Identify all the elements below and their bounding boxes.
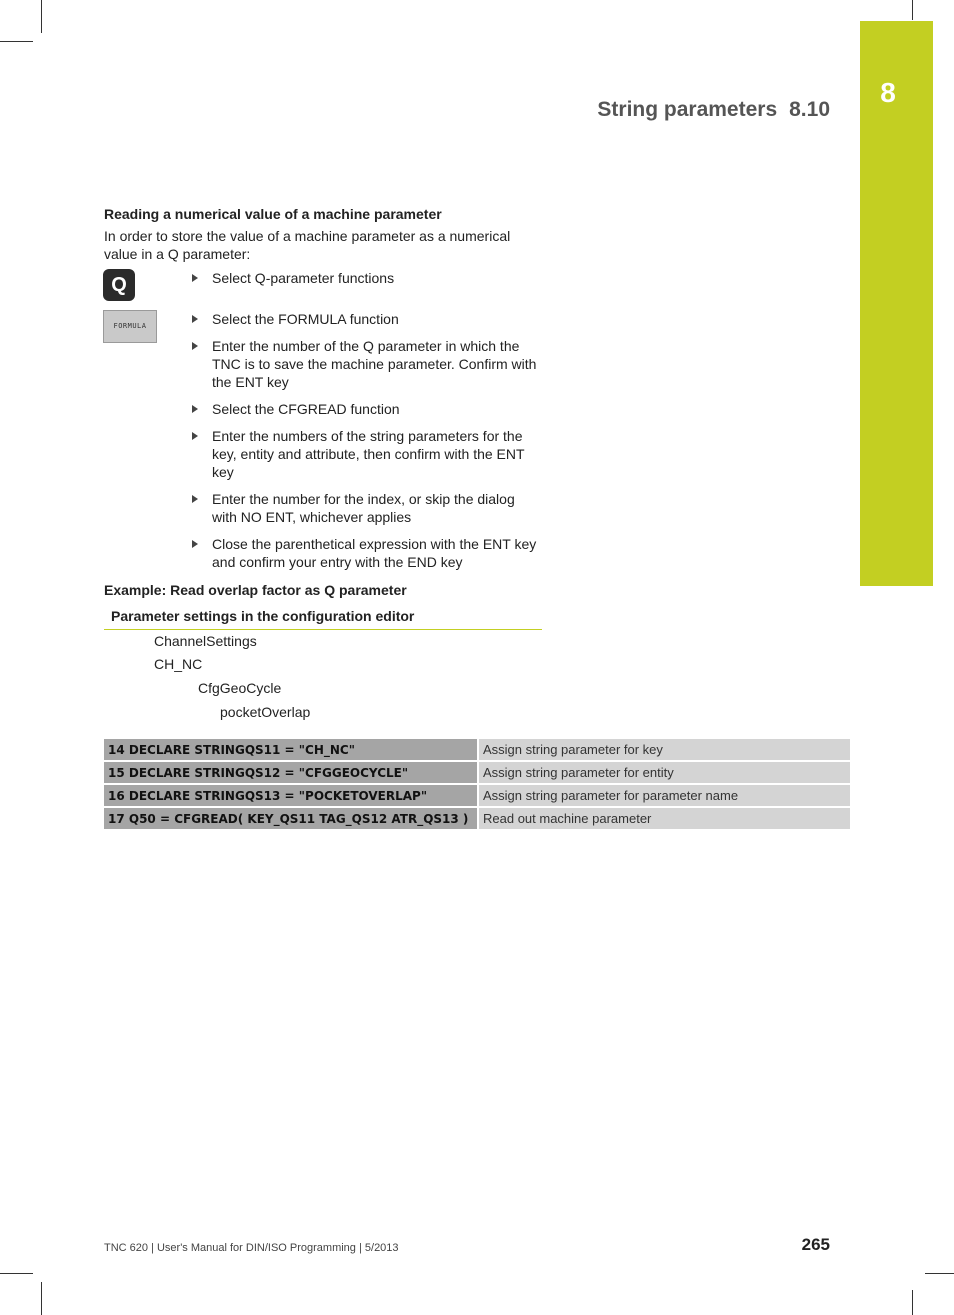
step-text: Enter the number of the Q parameter in which the TNC is to save the machine parameter. Confirm with the ENT key — [212, 338, 537, 390]
chapter-number: 8 — [880, 77, 896, 108]
crop-mark — [0, 41, 33, 42]
config-tree-item: ChannelSettings — [154, 633, 257, 649]
code-cell: 16 DECLARE STRINGQS13 = "POCKETOVERLAP" — [104, 784, 478, 807]
step-item — [192, 269, 542, 287]
step-item — [192, 337, 542, 391]
crop-mark — [925, 1273, 954, 1274]
description-cell: Assign string parameter for entity — [478, 761, 850, 784]
q-key-icon: Q — [103, 269, 135, 301]
page-number: 265 — [801, 1235, 830, 1254]
arrow-bullet-icon — [192, 274, 198, 282]
step-item — [192, 490, 542, 526]
step-item — [192, 427, 542, 481]
footer-text: TNC 620 | User's Manual for DIN/ISO Programming | 5/2013 — [104, 1242, 399, 1254]
chapter-tab — [860, 21, 933, 586]
crop-mark — [912, 1290, 913, 1315]
step-item — [192, 400, 542, 418]
formula-softkey-icon: FORMULA — [103, 310, 157, 343]
table-row — [104, 807, 850, 830]
step-text: Select the FORMULA function — [212, 311, 399, 327]
header-title: String parameters — [597, 98, 778, 121]
config-tree-item: pocketOverlap — [220, 704, 311, 720]
table-row — [104, 761, 850, 784]
arrow-bullet-icon — [192, 405, 198, 413]
config-tree-item: CH_NC — [154, 656, 203, 672]
arrow-bullet-icon — [192, 315, 198, 323]
crop-mark — [0, 1273, 33, 1274]
table-row — [104, 739, 850, 761]
step-text: Enter the numbers of the string parameters for the key, entity and attribute, then confirm with the ENT key — [212, 428, 525, 480]
step-text: Close the parenthetical expression with the ENT key and confirm your entry with the END key — [212, 536, 537, 570]
description-cell: Assign string parameter for parameter name — [478, 784, 850, 807]
step-text: Select the CFGREAD function — [212, 401, 400, 417]
section-heading: Reading a numerical value of a machine parameter — [104, 206, 442, 222]
description-cell: Read out machine parameter — [478, 807, 850, 830]
table-row — [104, 784, 850, 807]
code-table — [104, 739, 850, 831]
example-title: Example: Read overlap factor as Q parameter — [104, 582, 407, 598]
description-cell: Assign string parameter for key — [478, 739, 850, 761]
config-tree-item: CfgGeoCycle — [198, 680, 282, 696]
step-item — [192, 310, 542, 328]
step-item — [192, 535, 542, 571]
running-header — [560, 98, 830, 122]
arrow-bullet-icon — [192, 540, 198, 548]
config-heading — [104, 607, 542, 630]
crop-mark — [912, 0, 913, 20]
code-cell: 17 Q50 = CFGREAD( KEY_QS11 TAG_QS12 ATR_QS13 ) — [104, 807, 478, 830]
header-section: 8.10 — [789, 98, 830, 121]
crop-mark — [41, 0, 42, 33]
arrow-bullet-icon — [192, 342, 198, 350]
intro-paragraph: In order to store the value of a machine parameter as a numerical value in a Q parameter: — [104, 228, 511, 262]
step-text: Enter the number for the index, or skip the dialog with NO ENT, whichever applies — [212, 491, 515, 525]
arrow-bullet-icon — [192, 495, 198, 503]
config-heading-text: Parameter settings in the configuration editor — [111, 608, 415, 624]
step-text: Select Q-parameter functions — [212, 270, 395, 286]
crop-mark — [41, 1282, 42, 1315]
code-cell: 15 DECLARE STRINGQS12 = "CFGGEOCYCLE" — [104, 761, 478, 784]
arrow-bullet-icon — [192, 432, 198, 440]
code-cell: 14 DECLARE STRINGQS11 = "CH_NC" — [104, 739, 478, 761]
